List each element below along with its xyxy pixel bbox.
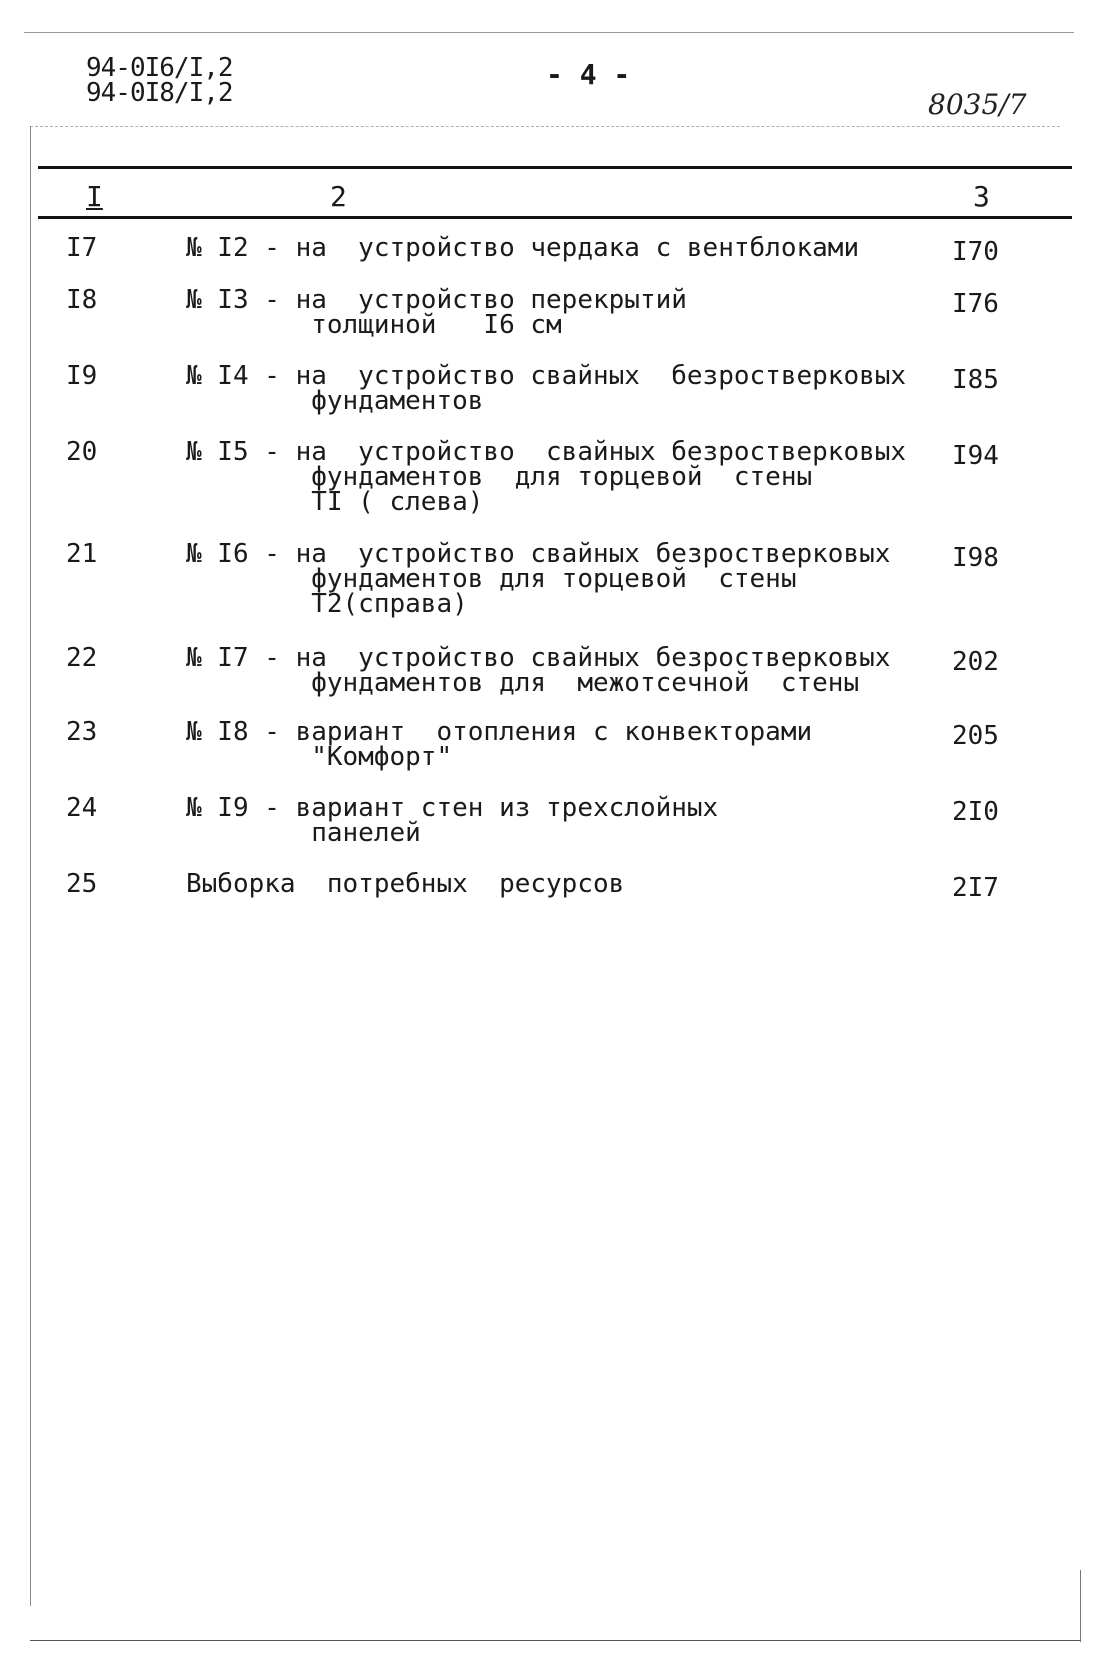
row-number: I9	[66, 361, 98, 391]
scan-border-inner-top	[30, 126, 1060, 127]
row-description	[186, 437, 907, 517]
description-line: фундаментов	[186, 386, 484, 416]
row-number: I8	[66, 285, 98, 315]
scan-border-right	[1080, 1570, 1081, 1642]
table-header-rule	[38, 216, 1072, 219]
description-line: № I7 - на устройство свайных безростверковых	[186, 643, 891, 673]
description-line: T2(справа)	[186, 589, 468, 619]
row-description	[186, 643, 906, 698]
document-page: 94-0I6/I,2 94-0I8/I,2 - 4 - 8035/7 I 2 3 I7 № I2 - на устройство чердака с вентблоками I70 I8 № I3 - на устройство перекрытий толщиной I6 см I76 I9 № I4 - на устройство свайных безростверковых фундаментов I85 20 № I5 - на устройство свайных безростверковых фундаментов для торцевой стены TI ( слева) I94 21 № I6 - на устройство свайных безростверковых фундаментов для торцевой стены T2(справа) I98 22 № I7 - на устройство свайных безростверковых фундаментов для межотсечной стены 202 23 № I8 - вариант отопления с конвекторами "Комфорт" 205 24 № I9 - вариант стен из трехслойных панелей 2I0 25 Выборка потребных ресурсов 2I7	[0, 0, 1096, 1677]
document-codes	[86, 53, 233, 108]
row-description	[186, 539, 906, 619]
row-number: 24	[66, 793, 98, 823]
column-header-2: 2	[330, 180, 347, 213]
description-line: № I6 - на устройство свайных безростверковых	[186, 539, 891, 569]
description-line: № I8 - вариант отопления с конвекторами	[186, 717, 813, 747]
column-header-1: I	[86, 180, 103, 213]
handwritten-reference: 8035/7	[928, 88, 1027, 121]
description-line: панелей	[186, 818, 421, 848]
description-line: фундаментов для торцевой стены	[186, 564, 797, 594]
description-line: № I4 - на устройство свайных безростверковых	[186, 361, 907, 391]
scan-border-bottom	[30, 1640, 1080, 1641]
description-line: Выборка потребных ресурсов	[186, 869, 625, 899]
row-number: 23	[66, 717, 98, 747]
page-number: - 4 -	[546, 58, 631, 91]
description-line: № I5 - на устройство свайных безростверковых	[186, 437, 907, 467]
document-code: 94-0I8/I,2	[86, 78, 233, 108]
description-line: № I9 - вариант стен из трехслойных	[186, 793, 719, 823]
document-code: 94-0I6/I,2	[86, 53, 233, 83]
description-line: TI ( слева)	[186, 487, 484, 517]
row-number: 20	[66, 437, 98, 467]
row-number: 22	[66, 643, 98, 673]
row-description	[186, 793, 906, 848]
row-description	[186, 233, 906, 263]
description-line: толщиной I6 см	[186, 310, 562, 340]
row-description	[186, 717, 906, 772]
description-line: фундаментов для межотсечной стены	[186, 668, 860, 698]
row-number: 21	[66, 539, 98, 569]
table-top-rule	[38, 166, 1072, 169]
row-description	[186, 869, 906, 899]
row-number: I7	[66, 233, 98, 263]
description-line: "Комфорт"	[186, 742, 453, 772]
row-description	[186, 361, 907, 416]
scan-border-left	[30, 126, 31, 1606]
description-line: № I3 - на устройство перекрытий	[186, 285, 687, 315]
row-description	[186, 285, 906, 340]
row-number: 25	[66, 869, 98, 899]
scan-border-top	[24, 32, 1074, 33]
description-line: фундаментов для торцевой стены	[186, 462, 813, 492]
column-header-3: 3	[973, 180, 990, 213]
description-line: № I2 - на устройство чердака с вентблоками	[186, 233, 860, 263]
